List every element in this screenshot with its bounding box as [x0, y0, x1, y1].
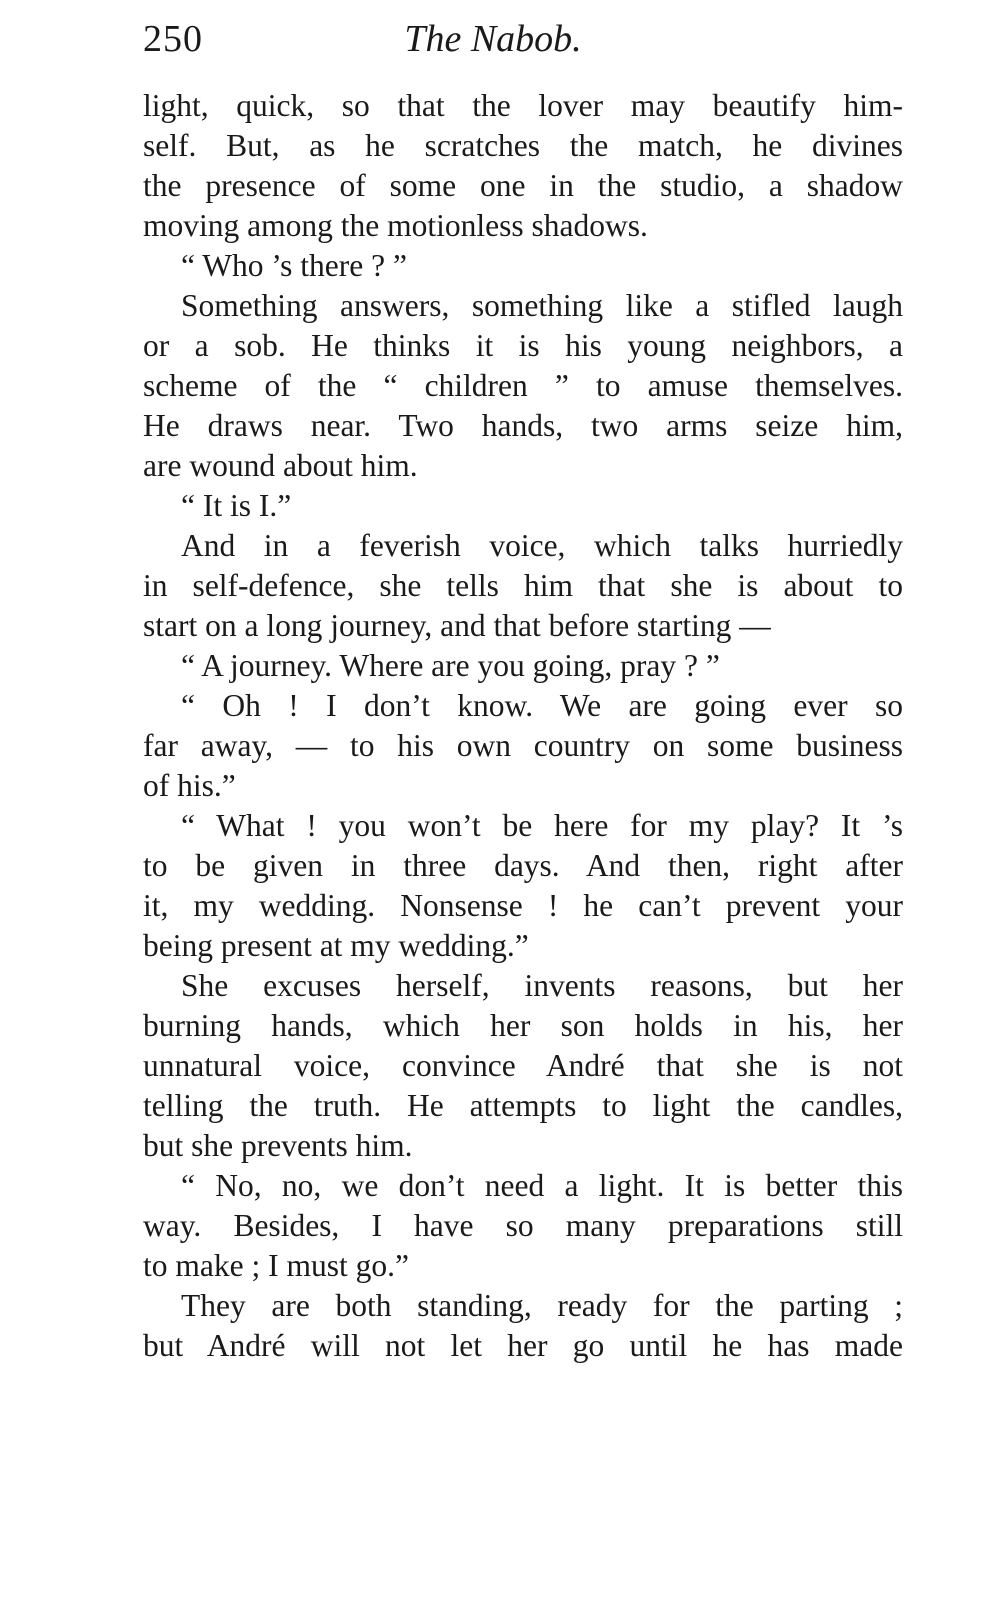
text-line: are wound about him. — [143, 448, 418, 483]
running-title: The Nabob. — [404, 18, 582, 60]
text-line: burning hands, which her son holds in his, her — [143, 1008, 903, 1043]
text-line: They are both standing, ready for the parting ; — [181, 1288, 903, 1323]
paragraph — [143, 1286, 903, 1366]
body-text — [143, 86, 903, 1366]
text-line: start on a long journey, and that before starting — — [143, 608, 771, 643]
text-line: And in a feverish voice, which talks hurriedly — [181, 528, 903, 563]
text-line: but she prevents him. — [143, 1128, 413, 1163]
paragraph — [143, 686, 903, 806]
text-line: self. But, as he scratches the match, he divines — [143, 128, 903, 163]
text-line: moving among the motionless shadows. — [143, 208, 648, 243]
paragraph — [143, 806, 903, 966]
text-line: to be given in three days. And then, right after — [143, 848, 903, 883]
text-line: “ Oh ! I don’t know. We are going ever so — [181, 688, 903, 723]
paragraph — [143, 526, 903, 646]
text-line: She excuses herself, invents reasons, but her — [181, 968, 903, 1003]
text-line: way. Besides, I have so many preparations still — [143, 1208, 903, 1243]
text-line: unnatural voice, convince André that she is not — [143, 1048, 903, 1083]
text-line: the presence of some one in the studio, a shadow — [143, 168, 903, 203]
paragraph — [143, 1166, 903, 1286]
text-line: it, my wedding. Nonsense ! he can’t prevent your — [143, 888, 903, 923]
page-number: 250 — [143, 18, 203, 60]
text-line: “ No, no, we don’t need a light. It is better this — [181, 1168, 903, 1203]
paragraph — [143, 86, 903, 246]
text-line: to make ; I must go.” — [143, 1248, 409, 1283]
paragraph — [143, 486, 903, 526]
text-line: “ Who ’s there ? ” — [181, 248, 407, 283]
text-line: but André will not let her go until he has made — [143, 1328, 903, 1363]
text-line: telling the truth. He attempts to light the candles, — [143, 1088, 903, 1123]
text-line: Something answers, something like a stifled laugh — [181, 288, 903, 323]
text-line: being present at my wedding.” — [143, 928, 529, 963]
text-line: of his.” — [143, 768, 236, 803]
page-header — [143, 14, 903, 64]
paragraph — [143, 286, 903, 486]
text-line: “ What ! you won’t be here for my play? It ’s — [181, 808, 903, 843]
text-line: “ A journey. Where are you going, pray ? ” — [181, 648, 720, 683]
text-line: He draws near. Two hands, two arms seize him, — [143, 408, 903, 443]
text-line: in self-defence, she tells him that she is about to — [143, 568, 903, 603]
text-line: or a sob. He thinks it is his young neighbors, a — [143, 328, 903, 363]
text-line: far away, — to his own country on some business — [143, 728, 903, 763]
text-line: “ It is I.” — [181, 488, 292, 523]
text-line: light, quick, so that the lover may beautify him- — [143, 88, 903, 123]
paragraph — [143, 246, 903, 286]
paragraph — [143, 646, 903, 686]
text-line: scheme of the “ children ” to amuse themselves. — [143, 368, 903, 403]
paragraph — [143, 966, 903, 1166]
